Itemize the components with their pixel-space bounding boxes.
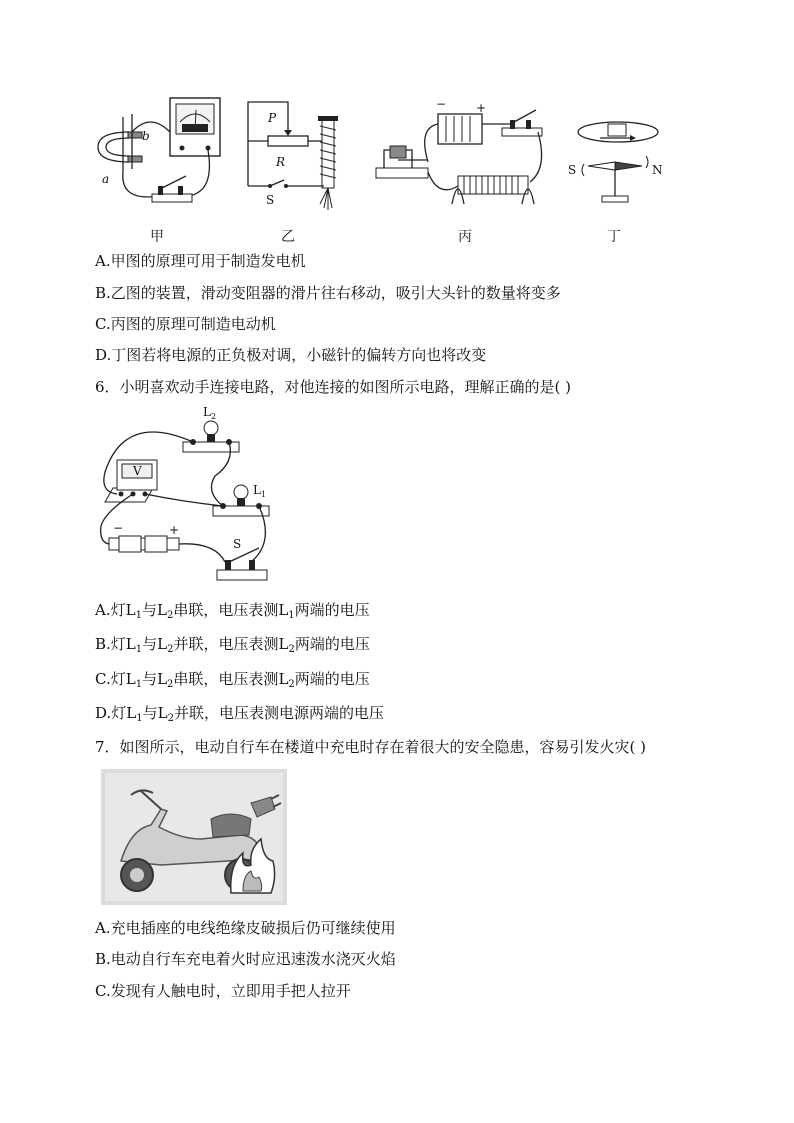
yi-label-p: P [268, 111, 277, 125]
caption-yi: 乙 [281, 229, 295, 245]
q7-option-b: B.电动自行车充电着火时应迅速泼水浇灭火焰 [95, 950, 396, 968]
q6-circuit-figure [95, 402, 285, 588]
label-plus: + [169, 523, 180, 537]
label-l1: $L_1$ [253, 483, 267, 499]
figure-bing [368, 98, 553, 218]
q5-option-a: A.甲图的原理可用于制造发电机 [95, 252, 306, 270]
figure-ding [560, 112, 670, 212]
ding-label-n: N [652, 163, 663, 177]
q7-option-a: A.充电插座的电线绝缘皮破损后仍可继续使用 [95, 919, 396, 937]
q7-stem: 7．如图所示，电动自行车在楼道中充电时存在着很大的安全隐患，容易引发火灾( ) [95, 738, 647, 756]
q6-option-c: C.灯$L_1$与$L_2$串联，电压表测$L_2$两端的电压 [95, 670, 370, 690]
label-s: S [233, 537, 242, 551]
figure-yi [240, 96, 350, 216]
q6-option-d: D.灯$L_1$与$L_2$并联，电压表测电源两端的电压 [95, 704, 384, 724]
q5-option-d: D.丁图若将电源的正负极对调，小磁针的偏转方向也将改变 [95, 346, 487, 364]
caption-ding: 丁 [607, 229, 621, 245]
label-v: V [133, 464, 142, 478]
q6-option-a: A.灯$L_1$与$L_2$串联，电压表测$L_1$两端的电压 [95, 601, 370, 621]
bing-plus: + [476, 101, 487, 115]
bing-minus: − [436, 97, 447, 111]
label-l2: $L_2$ [203, 405, 217, 421]
label-minus: − [113, 521, 124, 535]
jia-label-b: b [142, 129, 150, 143]
q6-option-b: B.灯$L_1$与$L_2$并联，电压表测$L_2$两端的电压 [95, 635, 370, 655]
q5-option-c: C.丙图的原理可制造电动机 [95, 315, 276, 333]
caption-jia: 甲 [150, 229, 164, 245]
caption-bing: 丙 [458, 229, 472, 245]
ding-label-s: S [568, 163, 577, 177]
q5-option-b: B.乙图的装置，滑动变阻器的滑片往右移动，吸引大头针的数量将变多 [95, 284, 561, 302]
yi-label-r: R [276, 155, 286, 169]
q7-option-c: C.发现有人触电时，立即用手把人拉开 [95, 982, 351, 1000]
q6-stem: 6．小明喜欢动手连接电路，对他连接的如图所示电路，理解正确的是( ) [95, 378, 572, 396]
jia-label-a: a [102, 172, 110, 186]
q7-scooter-image [101, 769, 287, 905]
figure-jia [90, 92, 225, 217]
yi-label-s: S [266, 193, 275, 207]
